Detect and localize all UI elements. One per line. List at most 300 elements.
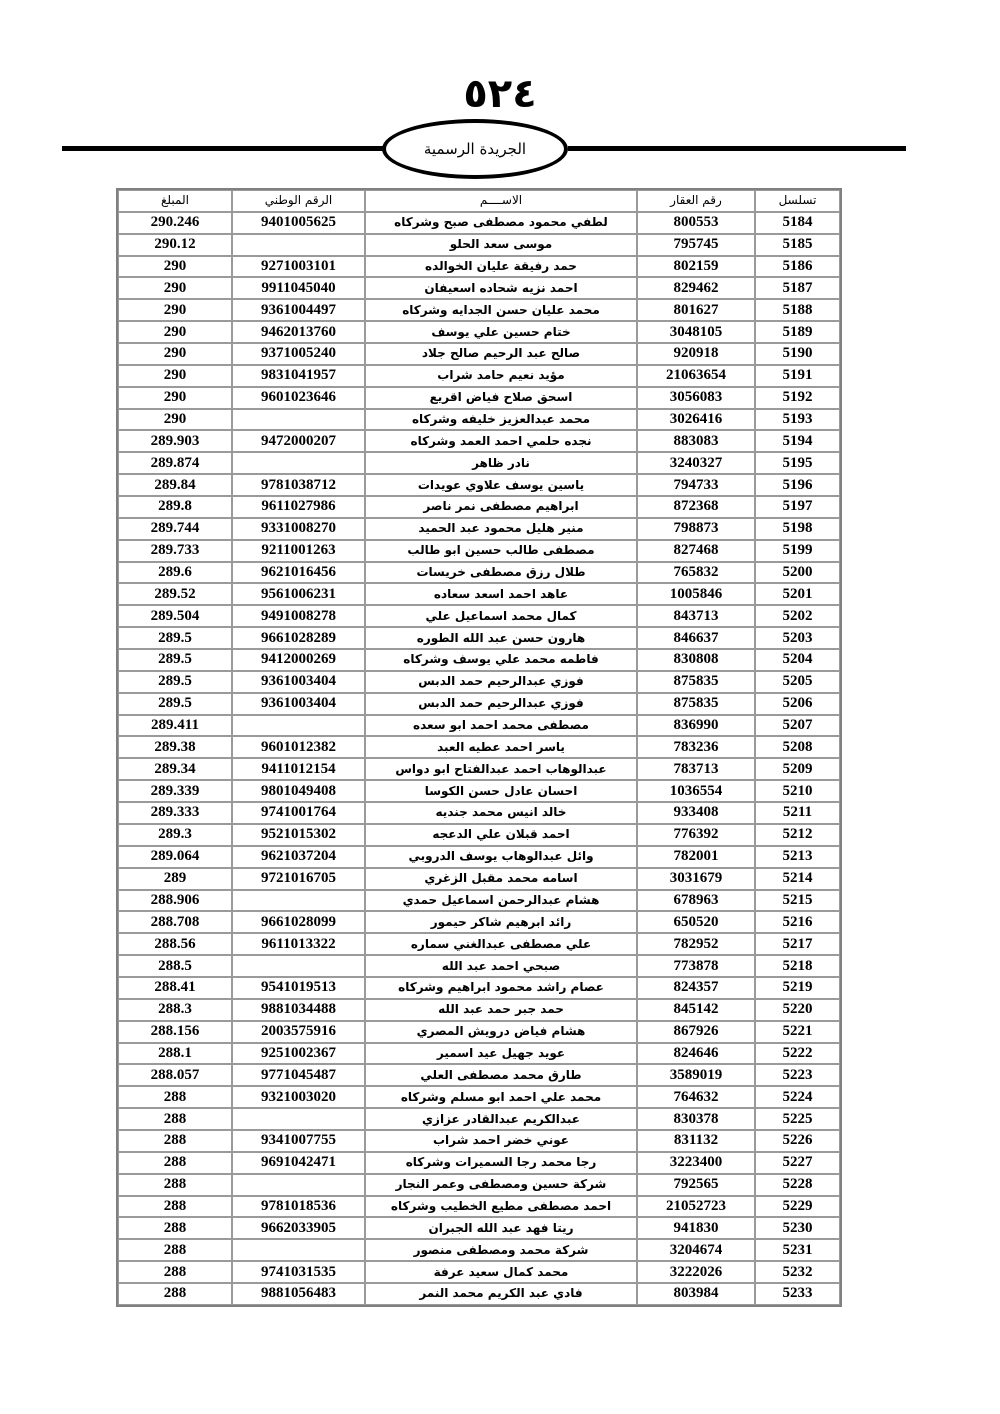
table-row: [118, 496, 840, 518]
serial-cell: 5188: [755, 299, 840, 321]
national-id-cell: 9721016705: [232, 868, 365, 890]
amount-cell: 289.5: [118, 649, 232, 671]
serial-cell: 5209: [755, 758, 840, 780]
serial-cell: 5193: [755, 409, 840, 431]
serial-cell: 5192: [755, 387, 840, 409]
table-row: [118, 1283, 840, 1305]
national-id-cell: 9661028099: [232, 911, 365, 933]
serial-cell: 5230: [755, 1217, 840, 1239]
amount-cell: 289.6: [118, 562, 232, 584]
serial-cell: 5204: [755, 649, 840, 671]
name-cell: مصطفى محمد احمد ابو سعده: [365, 715, 637, 737]
table-header-row: [118, 190, 840, 212]
amount-cell: 290: [118, 343, 232, 365]
column-header-property-number: رقم العقار: [637, 190, 755, 212]
property-number-cell: 3048105: [637, 321, 755, 343]
serial-cell: 5200: [755, 562, 840, 584]
national-id-cell: 9911045040: [232, 277, 365, 299]
table-row: [118, 430, 840, 452]
amount-cell: 289.411: [118, 715, 232, 737]
amount-cell: 288.057: [118, 1064, 232, 1086]
serial-cell: 5203: [755, 627, 840, 649]
property-number-cell: 875835: [637, 693, 755, 715]
name-cell: مصطفى طالب حسين ابو طالب: [365, 540, 637, 562]
amount-cell: 288: [118, 1174, 232, 1196]
property-number-cell: 792565: [637, 1174, 755, 1196]
table-row: [118, 1261, 840, 1283]
name-cell: ابراهيم مصطفى نمر ناصر: [365, 496, 637, 518]
table-row: [118, 1239, 840, 1261]
property-number-cell: 3056083: [637, 387, 755, 409]
header-rule-right: [568, 146, 906, 151]
column-header-name: الاســــم: [365, 190, 637, 212]
property-number-cell: 800553: [637, 212, 755, 234]
name-cell: احسان عادل حسن الكوسا: [365, 780, 637, 802]
amount-cell: 289.064: [118, 846, 232, 868]
name-cell: ختام حسين علي يوسف: [365, 321, 637, 343]
national-id-cell: 9611013322: [232, 933, 365, 955]
gazette-title-oval: [382, 119, 568, 179]
serial-cell: 5208: [755, 736, 840, 758]
amount-cell: 289.5: [118, 627, 232, 649]
property-number-cell: 802159: [637, 256, 755, 278]
table-row: [118, 234, 840, 256]
national-id-cell: 9691042471: [232, 1152, 365, 1174]
national-id-cell: 9412000269: [232, 649, 365, 671]
name-cell: هارون حسن عبد الله الطوره: [365, 627, 637, 649]
property-number-cell: 3222026: [637, 1261, 755, 1283]
national-id-cell: 9491008278: [232, 605, 365, 627]
name-cell: وائل عبدالوهاب يوسف الدروبي: [365, 846, 637, 868]
national-id-cell: 9411012154: [232, 758, 365, 780]
name-cell: حمد جبر حمد عبد الله: [365, 999, 637, 1021]
amount-cell: 289.903: [118, 430, 232, 452]
property-number-cell: 773878: [637, 955, 755, 977]
property-number-cell: 650520: [637, 911, 755, 933]
name-cell: رجا محمد رجا السميرات وشركاه: [365, 1152, 637, 1174]
serial-cell: 5184: [755, 212, 840, 234]
serial-cell: 5201: [755, 583, 840, 605]
table-row: [118, 715, 840, 737]
national-id-cell: 9661028289: [232, 627, 365, 649]
property-number-cell: 765832: [637, 562, 755, 584]
name-cell: ياسين يوسف علاوي عويدات: [365, 474, 637, 496]
serial-cell: 5194: [755, 430, 840, 452]
name-cell: ياسر احمد عطيه العبد: [365, 736, 637, 758]
national-id-cell: 9401005625: [232, 212, 365, 234]
property-number-cell: 941830: [637, 1217, 755, 1239]
table-row: [118, 474, 840, 496]
national-id-cell: 9361004497: [232, 299, 365, 321]
serial-cell: 5220: [755, 999, 840, 1021]
table-row: [118, 1196, 840, 1218]
amount-cell: 290.12: [118, 234, 232, 256]
serial-cell: 5216: [755, 911, 840, 933]
property-number-cell: 3026416: [637, 409, 755, 431]
name-cell: ريتا فهد عبد الله الجبران: [365, 1217, 637, 1239]
amount-cell: 290: [118, 409, 232, 431]
amount-cell: 288.5: [118, 955, 232, 977]
national-id-cell: 9831041957: [232, 365, 365, 387]
table-row: [118, 671, 840, 693]
table-row: [118, 452, 840, 474]
name-cell: محمد عبدالعزيز خليفه وشركاه: [365, 409, 637, 431]
amount-cell: 288: [118, 1239, 232, 1261]
name-cell: منير هليل محمود عبد الحميد: [365, 518, 637, 540]
name-cell: حمد رفيقة عليان الخوالده: [365, 256, 637, 278]
serial-cell: 5214: [755, 868, 840, 890]
name-cell: هشام فياض درويش المصري: [365, 1021, 637, 1043]
national-id-cell: 9341007755: [232, 1130, 365, 1152]
property-number-cell: 830378: [637, 1108, 755, 1130]
serial-cell: 5221: [755, 1021, 840, 1043]
property-number-cell: 875835: [637, 671, 755, 693]
national-id-cell: 9371005240: [232, 343, 365, 365]
amount-cell: 288: [118, 1108, 232, 1130]
property-number-cell: 827468: [637, 540, 755, 562]
national-id-cell: [232, 955, 365, 977]
table-row: [118, 540, 840, 562]
national-id-cell: 9472000207: [232, 430, 365, 452]
amount-cell: 288.906: [118, 890, 232, 912]
amount-cell: 289.84: [118, 474, 232, 496]
national-id-cell: 9881056483: [232, 1283, 365, 1305]
amount-cell: 288.3: [118, 999, 232, 1021]
serial-cell: 5189: [755, 321, 840, 343]
property-number-cell: 776392: [637, 824, 755, 846]
name-cell: رائد ابرهيم شاكر حيمور: [365, 911, 637, 933]
name-cell: كمال محمد اسماعيل علي: [365, 605, 637, 627]
property-number-cell: 678963: [637, 890, 755, 912]
table-row: [118, 277, 840, 299]
serial-cell: 5233: [755, 1283, 840, 1305]
serial-cell: 5223: [755, 1064, 840, 1086]
serial-cell: 5229: [755, 1196, 840, 1218]
name-cell: محمد كمال سعيد عرفة: [365, 1261, 637, 1283]
name-cell: عوني خضر احمد شراب: [365, 1130, 637, 1152]
serial-cell: 5213: [755, 846, 840, 868]
serial-cell: 5202: [755, 605, 840, 627]
serial-cell: 5186: [755, 256, 840, 278]
national-id-cell: 9521015302: [232, 824, 365, 846]
table-row: [118, 321, 840, 343]
name-cell: احمد قبلان علي الدعجه: [365, 824, 637, 846]
national-id-cell: 9601023646: [232, 387, 365, 409]
serial-cell: 5206: [755, 693, 840, 715]
property-number-cell: 801627: [637, 299, 755, 321]
table-row: [118, 343, 840, 365]
serial-cell: 5228: [755, 1174, 840, 1196]
serial-cell: 5197: [755, 496, 840, 518]
property-number-cell: 867926: [637, 1021, 755, 1043]
table-row: [118, 583, 840, 605]
national-id-cell: 9251002367: [232, 1043, 365, 1065]
property-number-cell: 933408: [637, 802, 755, 824]
property-number-cell: 872368: [637, 496, 755, 518]
national-id-cell: [232, 452, 365, 474]
amount-cell: 288.156: [118, 1021, 232, 1043]
serial-cell: 5187: [755, 277, 840, 299]
national-id-cell: 9881034488: [232, 999, 365, 1021]
national-id-cell: 9741031535: [232, 1261, 365, 1283]
national-id-cell: [232, 1174, 365, 1196]
name-cell: شركة حسين ومصطفى وعمر النجار: [365, 1174, 637, 1196]
national-id-cell: [232, 1108, 365, 1130]
name-cell: عبدالوهاب احمد عبدالفتاح ابو دواس: [365, 758, 637, 780]
serial-cell: 5225: [755, 1108, 840, 1130]
amount-cell: 290: [118, 256, 232, 278]
table-row: [118, 1217, 840, 1239]
gazette-title: الجريدة الرسمية: [423, 140, 527, 158]
amount-cell: 288.1: [118, 1043, 232, 1065]
table-row: [118, 627, 840, 649]
property-number-cell: 21052723: [637, 1196, 755, 1218]
amount-cell: 288: [118, 1261, 232, 1283]
amount-cell: 288: [118, 1152, 232, 1174]
amount-cell: 290.246: [118, 212, 232, 234]
serial-cell: 5217: [755, 933, 840, 955]
column-header-amount: المبلغ: [118, 190, 232, 212]
national-id-cell: 9741001764: [232, 802, 365, 824]
property-number-cell: 795745: [637, 234, 755, 256]
serial-cell: 5196: [755, 474, 840, 496]
property-number-cell: 1036554: [637, 780, 755, 802]
national-id-cell: 9541019513: [232, 977, 365, 999]
national-id-cell: 9781038712: [232, 474, 365, 496]
property-number-cell: 3223400: [637, 1152, 755, 1174]
serial-cell: 5190: [755, 343, 840, 365]
serial-cell: 5211: [755, 802, 840, 824]
name-cell: صبحي احمد عبد الله: [365, 955, 637, 977]
table-row: [118, 955, 840, 977]
name-cell: فادي عبد الكريم محمد النمر: [365, 1283, 637, 1305]
name-cell: احمد نزيه شحاده اسعيفان: [365, 277, 637, 299]
amount-cell: 289.744: [118, 518, 232, 540]
amount-cell: 289.874: [118, 452, 232, 474]
serial-cell: 5232: [755, 1261, 840, 1283]
national-id-cell: 9621037204: [232, 846, 365, 868]
national-id-cell: 9561006231: [232, 583, 365, 605]
name-cell: محمد عليان حسن الجدايه وشركاه: [365, 299, 637, 321]
table-row: [118, 1043, 840, 1065]
name-cell: اسحق صلاح فياض اقريع: [365, 387, 637, 409]
table-row: [118, 824, 840, 846]
national-id-cell: 9601012382: [232, 736, 365, 758]
serial-cell: 5185: [755, 234, 840, 256]
amount-cell: 289.733: [118, 540, 232, 562]
name-cell: فوزي عبدالرحيم حمد الدبس: [365, 693, 637, 715]
property-number-cell: 798873: [637, 518, 755, 540]
name-cell: عويد جهيل عيد اسمير: [365, 1043, 637, 1065]
column-header-national-id: الرقم الوطني: [232, 190, 365, 212]
amount-cell: 289.333: [118, 802, 232, 824]
national-id-cell: 9331008270: [232, 518, 365, 540]
name-cell: احمد مصطفى مطيع الخطيب وشركاه: [365, 1196, 637, 1218]
amount-cell: 289.5: [118, 693, 232, 715]
table-row: [118, 562, 840, 584]
serial-cell: 5218: [755, 955, 840, 977]
property-number-cell: 845142: [637, 999, 755, 1021]
name-cell: نجده حلمي احمد العمد وشركاه: [365, 430, 637, 452]
amount-cell: 288: [118, 1130, 232, 1152]
table-row: [118, 977, 840, 999]
national-id-cell: 2003575916: [232, 1021, 365, 1043]
amount-cell: 288: [118, 1283, 232, 1305]
national-id-cell: 9611027986: [232, 496, 365, 518]
national-id-cell: 9361003404: [232, 693, 365, 715]
name-cell: عبدالكريم عبدالقادر عزازي: [365, 1108, 637, 1130]
amount-cell: 288: [118, 1196, 232, 1218]
amount-cell: 290: [118, 299, 232, 321]
table-row: [118, 890, 840, 912]
amount-cell: 288.41: [118, 977, 232, 999]
table-row: [118, 999, 840, 1021]
name-cell: صالح عبد الرحيم صالح جلاد: [365, 343, 637, 365]
table-row: [118, 780, 840, 802]
property-number-cell: 846637: [637, 627, 755, 649]
national-id-cell: [232, 715, 365, 737]
property-number-cell: 830808: [637, 649, 755, 671]
amount-cell: 289.3: [118, 824, 232, 846]
national-id-cell: 9211001263: [232, 540, 365, 562]
name-cell: شركة محمد ومصطفى منصور: [365, 1239, 637, 1261]
serial-cell: 5215: [755, 890, 840, 912]
property-number-cell: 843713: [637, 605, 755, 627]
name-cell: فاطمه محمد علي يوسف وشركاه: [365, 649, 637, 671]
amount-cell: 289.5: [118, 671, 232, 693]
name-cell: علي مصطفى عبدالغني سماره: [365, 933, 637, 955]
amount-cell: 289.52: [118, 583, 232, 605]
table-row: [118, 802, 840, 824]
property-number-cell: 803984: [637, 1283, 755, 1305]
name-cell: فوزي عبدالرحيم حمد الدبس: [365, 671, 637, 693]
property-number-cell: 3240327: [637, 452, 755, 474]
property-number-cell: 883083: [637, 430, 755, 452]
table-row: [118, 693, 840, 715]
column-header-serial: تسلسل: [755, 190, 840, 212]
property-number-cell: 831132: [637, 1130, 755, 1152]
name-cell: لطفي محمود مصطفى صبح وشركاه: [365, 212, 637, 234]
property-number-cell: 782001: [637, 846, 755, 868]
table-row: [118, 1152, 840, 1174]
table-row: [118, 212, 840, 234]
property-number-cell: 3204674: [637, 1239, 755, 1261]
serial-cell: 5231: [755, 1239, 840, 1261]
amount-cell: 289.34: [118, 758, 232, 780]
amount-cell: 289.8: [118, 496, 232, 518]
national-id-cell: [232, 890, 365, 912]
national-id-cell: 9771045487: [232, 1064, 365, 1086]
serial-cell: 5207: [755, 715, 840, 737]
page-number: ٥٢٤: [463, 71, 537, 117]
national-id-cell: [232, 1239, 365, 1261]
national-id-cell: 9621016456: [232, 562, 365, 584]
national-id-cell: 9801049408: [232, 780, 365, 802]
amount-cell: 289.38: [118, 736, 232, 758]
amount-cell: 290: [118, 365, 232, 387]
table-row: [118, 256, 840, 278]
serial-cell: 5198: [755, 518, 840, 540]
amount-cell: 290: [118, 321, 232, 343]
property-number-cell: 782952: [637, 933, 755, 955]
amount-cell: 289.339: [118, 780, 232, 802]
header-rule-left: [62, 146, 387, 151]
table-row: [118, 1130, 840, 1152]
national-id-cell: 9321003020: [232, 1086, 365, 1108]
amount-cell: 289.504: [118, 605, 232, 627]
property-number-cell: 783236: [637, 736, 755, 758]
amount-cell: 289: [118, 868, 232, 890]
property-number-cell: 829462: [637, 277, 755, 299]
amount-cell: 290: [118, 387, 232, 409]
amount-cell: 288: [118, 1217, 232, 1239]
table-row: [118, 868, 840, 890]
table-row: [118, 1086, 840, 1108]
table-row: [118, 299, 840, 321]
table-row: [118, 758, 840, 780]
national-id-cell: 9271003101: [232, 256, 365, 278]
table-row: [118, 1021, 840, 1043]
serial-cell: 5191: [755, 365, 840, 387]
serial-cell: 5199: [755, 540, 840, 562]
table-body: [118, 212, 840, 1305]
serial-cell: 5205: [755, 671, 840, 693]
property-number-cell: 920918: [637, 343, 755, 365]
national-id-cell: [232, 234, 365, 256]
amount-cell: 288.56: [118, 933, 232, 955]
table-row: [118, 518, 840, 540]
table-row: [118, 1108, 840, 1130]
serial-cell: 5212: [755, 824, 840, 846]
amount-cell: 288.708: [118, 911, 232, 933]
serial-cell: 5219: [755, 977, 840, 999]
records-table: [116, 188, 842, 1307]
amount-cell: 288: [118, 1086, 232, 1108]
name-cell: عصام راشد محمود ابراهيم وشركاه: [365, 977, 637, 999]
table-row: [118, 649, 840, 671]
property-number-cell: 824646: [637, 1043, 755, 1065]
table-row: [118, 605, 840, 627]
property-number-cell: 824357: [637, 977, 755, 999]
serial-cell: 5227: [755, 1152, 840, 1174]
table-row: [118, 387, 840, 409]
serial-cell: 5224: [755, 1086, 840, 1108]
name-cell: محمد علي احمد ابو مسلم وشركاه: [365, 1086, 637, 1108]
national-id-cell: 9662033905: [232, 1217, 365, 1239]
national-id-cell: [232, 409, 365, 431]
name-cell: اسامه محمد مقبل الزغري: [365, 868, 637, 890]
property-number-cell: 783713: [637, 758, 755, 780]
table-row: [118, 365, 840, 387]
property-number-cell: 21063654: [637, 365, 755, 387]
property-number-cell: 836990: [637, 715, 755, 737]
property-number-cell: 794733: [637, 474, 755, 496]
table-row: [118, 736, 840, 758]
national-id-cell: 9361003404: [232, 671, 365, 693]
serial-cell: 5195: [755, 452, 840, 474]
name-cell: مؤيد نعيم حامد شراب: [365, 365, 637, 387]
table-row: [118, 409, 840, 431]
table-row: [118, 1064, 840, 1086]
property-number-cell: 1005846: [637, 583, 755, 605]
name-cell: طارق محمد مصطفى العلي: [365, 1064, 637, 1086]
national-id-cell: 9462013760: [232, 321, 365, 343]
national-id-cell: 9781018536: [232, 1196, 365, 1218]
table-row: [118, 1174, 840, 1196]
name-cell: عاهد احمد اسعد سعاده: [365, 583, 637, 605]
name-cell: خالد انيس محمد جنديه: [365, 802, 637, 824]
serial-cell: 5210: [755, 780, 840, 802]
